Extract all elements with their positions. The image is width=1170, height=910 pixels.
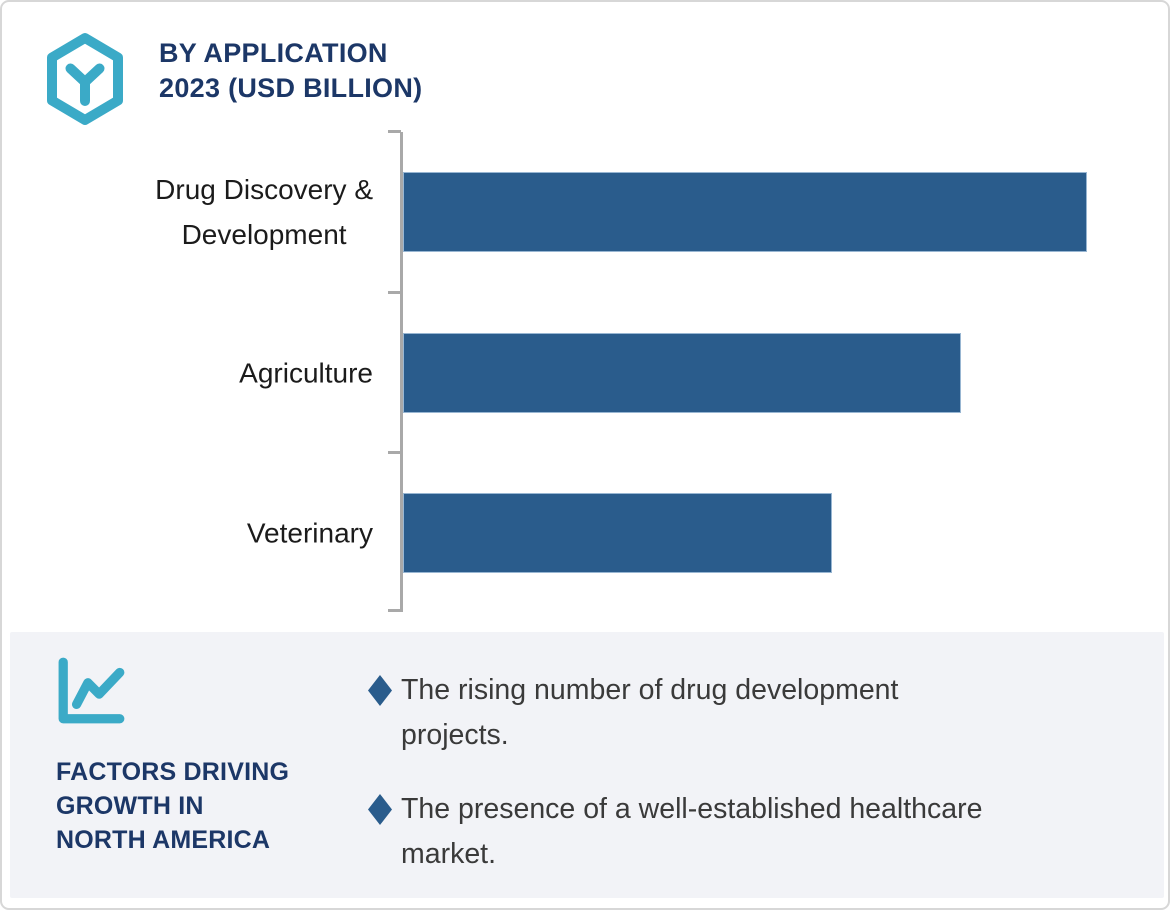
factor-bullet-text: The presence of a well-established healthcare market.: [401, 793, 983, 870]
bar-3: [403, 493, 832, 573]
axis-tick: [388, 130, 401, 133]
factor-bullet-2: [368, 787, 1158, 877]
plot-area: [2, 130, 1170, 612]
factors-heading-line1: FACTORS DRIVING: [56, 758, 290, 786]
factors-heading-line2: GROWTH IN: [56, 792, 204, 820]
chart-title-line1: BY APPLICATION: [159, 38, 388, 68]
bar-2: [403, 333, 961, 413]
factor-bullet-text: The rising number of drug development projects.: [401, 674, 899, 751]
factors-heading: [56, 755, 289, 857]
axis-tick: [388, 291, 401, 294]
factors-heading-line3: NORTH AMERICA: [56, 826, 271, 854]
factor-bullet-1: [368, 668, 1158, 758]
category-label-3: Veterinary: [246, 517, 373, 549]
diamond-bullet-icon: [368, 794, 392, 825]
factors-panel: [10, 632, 1164, 898]
diamond-bullet-icon: [368, 675, 392, 706]
chart-title: [159, 36, 422, 106]
factors-bullets: [368, 668, 1158, 877]
hexagon-y-logo-icon: [46, 32, 124, 126]
bar-1: [403, 172, 1087, 252]
axis-tick: [388, 451, 401, 454]
line-chart-icon: [56, 656, 128, 726]
category-label-2: Agriculture: [239, 357, 373, 389]
category-label-1: Drug Discovery & Development: [155, 174, 373, 250]
axis-tick: [388, 609, 401, 612]
chart-title-line2: 2023 (USD BILLION): [159, 73, 423, 103]
